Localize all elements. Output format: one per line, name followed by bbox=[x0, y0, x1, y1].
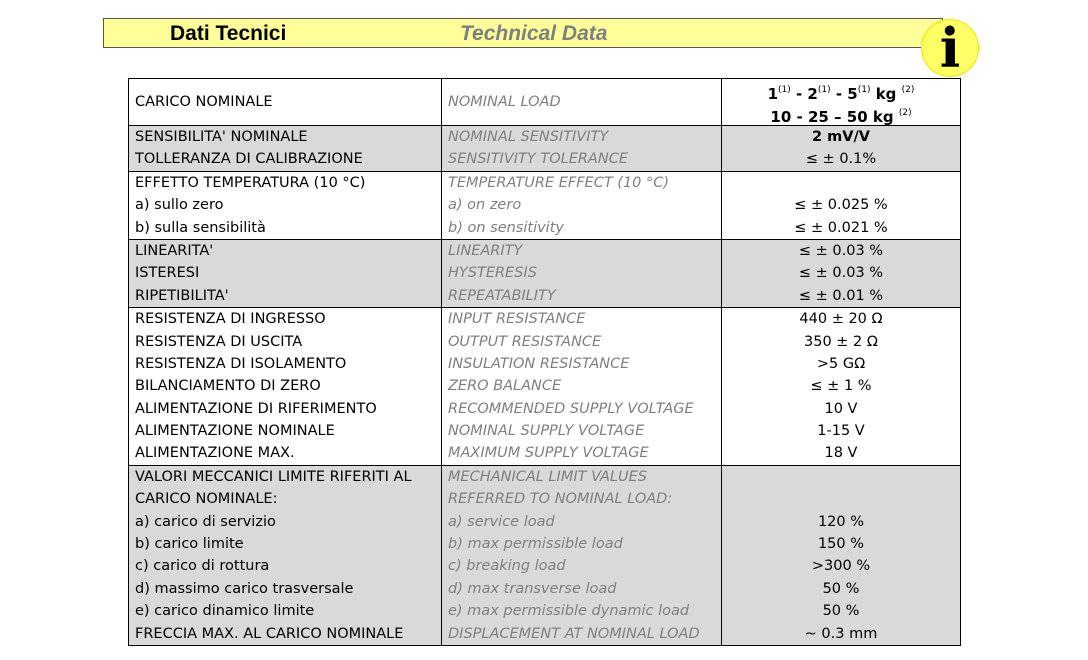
spec-value: ≤ ± 1 % bbox=[810, 378, 872, 395]
info-icon: i bbox=[921, 19, 979, 77]
load-value: - 2 bbox=[790, 85, 818, 103]
footnote-marker: (2) bbox=[901, 85, 915, 95]
title-italian: Dati Tecnici bbox=[170, 22, 287, 45]
label-en: RECOMMENDED SUPPLY VOLTAGE bbox=[448, 400, 694, 417]
load-value: - 5 bbox=[830, 85, 858, 103]
label-en: REFERRED TO NOMINAL LOAD: bbox=[448, 491, 673, 508]
table-row bbox=[129, 239, 961, 307]
spec-value bbox=[722, 172, 960, 194]
label-it: RESISTENZA DI INGRESSO bbox=[135, 311, 326, 328]
spec-value: 50 % bbox=[822, 603, 860, 620]
label-en: DISPLACEMENT AT NOMINAL LOAD bbox=[448, 625, 700, 642]
label-it: e) carico dinamico limite bbox=[135, 603, 315, 620]
spec-value bbox=[722, 488, 960, 510]
nominal-load-values-1 bbox=[722, 79, 960, 102]
footnote-marker: (2) bbox=[898, 108, 912, 118]
label-en: b) on sensitivity bbox=[448, 219, 564, 236]
label-en: e) max permissible dynamic load bbox=[448, 603, 690, 620]
label-en: LINEARITY bbox=[448, 242, 523, 259]
spec-group bbox=[129, 465, 961, 645]
label-en: TEMPERATURE EFFECT (10 °C) bbox=[448, 174, 670, 191]
nominal-load-values-2 bbox=[722, 102, 960, 125]
footnote-marker: (1) bbox=[778, 85, 791, 95]
label-en: MAXIMUM SUPPLY VOLTAGE bbox=[448, 445, 649, 462]
spec-value: ≤ ± 0.021 % bbox=[794, 219, 888, 236]
spec-value: ≤ ± 0.03 % bbox=[798, 242, 884, 259]
load-value: 1 bbox=[767, 85, 779, 103]
table-row bbox=[129, 465, 961, 645]
label-en: ZERO BALANCE bbox=[448, 378, 562, 395]
label-it: CARICO NOMINALE bbox=[135, 94, 273, 110]
label-it: RESISTENZA DI USCITA bbox=[135, 333, 303, 350]
label-it: c) carico di rottura bbox=[135, 558, 270, 575]
label-it: BILANCIAMENTO DI ZERO bbox=[135, 378, 321, 395]
header-banner bbox=[103, 18, 943, 48]
spec-value bbox=[722, 466, 960, 488]
table-row bbox=[129, 308, 961, 466]
label-en: OUTPUT RESISTANCE bbox=[448, 333, 602, 350]
spec-value: ≤ ± 0.025 % bbox=[794, 197, 888, 214]
spec-value: 1-15 V bbox=[817, 423, 865, 440]
label-en: a) service load bbox=[448, 513, 555, 530]
label-it: ALIMENTAZIONE NOMINALE bbox=[135, 423, 335, 440]
spec-group bbox=[129, 308, 961, 466]
label-it: a) sullo zero bbox=[135, 197, 224, 214]
spec-value: ≤ ± 0.03 % bbox=[798, 265, 884, 282]
spec-value: >5 GΩ bbox=[816, 355, 866, 372]
label-it: RIPETIBILITA' bbox=[135, 287, 229, 304]
table-row bbox=[129, 126, 961, 172]
footnote-marker: (1) bbox=[817, 85, 831, 95]
spec-value: >300 % bbox=[811, 558, 871, 575]
label-it: EFFETTO TEMPERATURA (10 °C) bbox=[135, 174, 366, 191]
label-it: VALORI MECCANICI LIMITE RIFERITI AL bbox=[135, 468, 412, 485]
label-en: REPEATABILITY bbox=[448, 287, 556, 304]
label-it: b) carico limite bbox=[135, 536, 244, 553]
label-en: INSULATION RESISTANCE bbox=[448, 355, 630, 372]
label-it: a) carico di servizio bbox=[135, 513, 276, 530]
label-it: ISTERESI bbox=[135, 265, 200, 282]
group-nominal-load bbox=[129, 79, 961, 126]
title-english: Technical Data bbox=[460, 22, 608, 45]
label-en: NOMINAL SENSITIVITY bbox=[448, 129, 609, 145]
load-value: 10 - 25 – 50 kg bbox=[770, 108, 899, 126]
label-it: SENSIBILITA' NOMINALE bbox=[135, 129, 308, 145]
label-en: HYSTERESIS bbox=[448, 265, 537, 282]
table-row bbox=[129, 171, 961, 239]
spec-value: 18 V bbox=[824, 445, 858, 462]
label-en: MECHANICAL LIMIT VALUES bbox=[448, 468, 647, 485]
label-it: LINEARITA' bbox=[135, 242, 214, 259]
spec-value: 10 V bbox=[824, 400, 858, 417]
spec-group bbox=[129, 239, 961, 307]
spec-value: ≤ ± 0.01 % bbox=[798, 287, 884, 304]
label-en: NOMINAL LOAD bbox=[448, 94, 561, 110]
label-en: c) breaking load bbox=[448, 558, 566, 575]
spec-value: ≤ ± 0.1% bbox=[805, 151, 877, 168]
table-row bbox=[129, 79, 961, 126]
label-it: FRECCIA MAX. AL CARICO NOMINALE bbox=[135, 625, 404, 642]
spec-value: 350 ± 2 Ω bbox=[804, 333, 878, 350]
label-en: d) max transverse load bbox=[448, 580, 617, 597]
spec-group bbox=[129, 126, 961, 172]
spec-value: 440 ± 20 Ω bbox=[799, 311, 883, 328]
spec-group bbox=[129, 171, 961, 239]
label-it: b) sulla sensibilità bbox=[135, 219, 266, 236]
label-en: a) on zero bbox=[448, 197, 522, 214]
label-en: NOMINAL SUPPLY VOLTAGE bbox=[448, 423, 645, 440]
label-it: ALIMENTAZIONE DI RIFERIMENTO bbox=[135, 400, 377, 417]
label-en: INPUT RESISTANCE bbox=[448, 311, 586, 328]
label-en: b) max permissible load bbox=[448, 536, 623, 553]
spec-value: 2 mV/V bbox=[812, 129, 870, 145]
technical-data-table bbox=[128, 78, 961, 646]
load-value: kg bbox=[870, 85, 902, 103]
label-it: ALIMENTAZIONE MAX. bbox=[135, 445, 295, 462]
spec-value: 150 % bbox=[817, 536, 865, 553]
label-it: d) massimo carico trasversale bbox=[135, 580, 354, 597]
spec-value: 50 % bbox=[822, 580, 860, 597]
footnote-marker: (1) bbox=[857, 85, 871, 95]
label-en: SENSITIVITY TOLERANCE bbox=[448, 151, 628, 168]
spec-value: 120 % bbox=[817, 513, 865, 530]
label-it: RESISTENZA DI ISOLAMENTO bbox=[135, 355, 347, 372]
label-it: TOLLERANZA DI CALIBRAZIONE bbox=[135, 151, 363, 168]
label-it: CARICO NOMINALE: bbox=[135, 491, 278, 508]
spec-value: ~ 0.3 mm bbox=[804, 625, 878, 642]
